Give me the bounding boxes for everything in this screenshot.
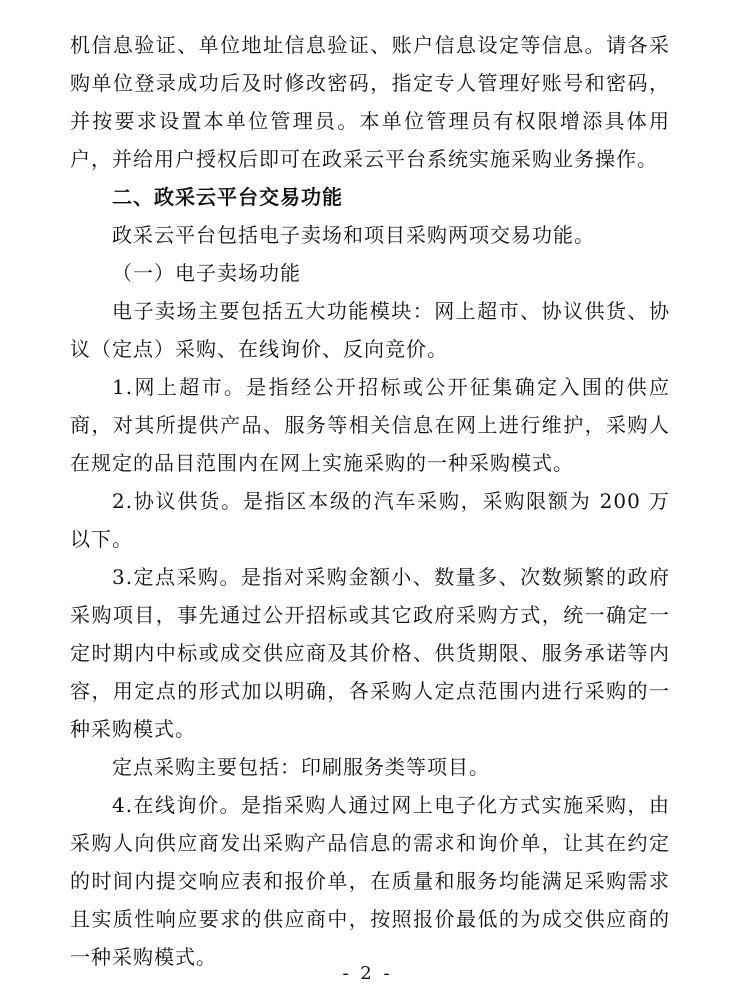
paragraph-platform-overview: 政采云平台包括电子卖场和项目采购两项交易功能。 bbox=[112, 223, 595, 247]
paragraph-online-supermarket: 1.网上超市。是指经公开招标或公开征集确定入围的供应商，对其所提供产品、服务等相关信息在网上进行维护，采购人在规定的品目范围内在网上实施采购的一种采购模式。 bbox=[70, 375, 670, 475]
paragraph-agreement-supply: 2.协议供货。是指区本级的汽车采购，采购限额为 200 万以下。 bbox=[70, 489, 670, 551]
paragraph-online-inquiry: 4.在线询价。是指采购人通过网上电子化方式实施采购，由采购人向供应商发出采购产品信息的需求和询价单，让其在约定的时间内提交响应表和报价单，在质量和服务均能满足采购需求且实质性响应要求的供应商中，按照报价最低的为成交供应商的一种采购模式。 bbox=[70, 793, 670, 969]
paragraph-designated-items: 定点采购主要包括：印刷服务类等项目。 bbox=[112, 755, 490, 779]
section-heading-trading-functions: 二、政采云平台交易功能 bbox=[112, 185, 343, 209]
page-number: - 2 - bbox=[342, 963, 393, 984]
paragraph-designated-procurement: 3.定点采购。是指对采购金额小、数量多、次数频繁的政府采购项目，事先通过公开招标或其它政府采购方式，统一确定一定时期内中标或成交供应商及其价格、供货期限、服务承诺等内容，用定点的形式加以明确，各采购人定点范围内进行采购的一种采购模式。 bbox=[70, 565, 670, 741]
subsection-heading-electronic-mall: （一）电子卖场功能 bbox=[112, 261, 301, 285]
paragraph-login-instructions: 机信息验证、单位地址信息验证、账户信息设定等信息。请各采购单位登录成功后及时修改密码，指定专人管理好账号和密码，并按要求设置本单位管理员。本单位管理员有权限增添具体用户，并给用户授权后即可在政采云平台系统实施采购业务操作。 bbox=[70, 33, 670, 171]
paragraph-mall-modules: 电子卖场主要包括五大功能模块：网上超市、协议供货、协议（定点）采购、在线询价、反向竞价。 bbox=[70, 299, 670, 361]
document-body bbox=[70, 26, 670, 976]
